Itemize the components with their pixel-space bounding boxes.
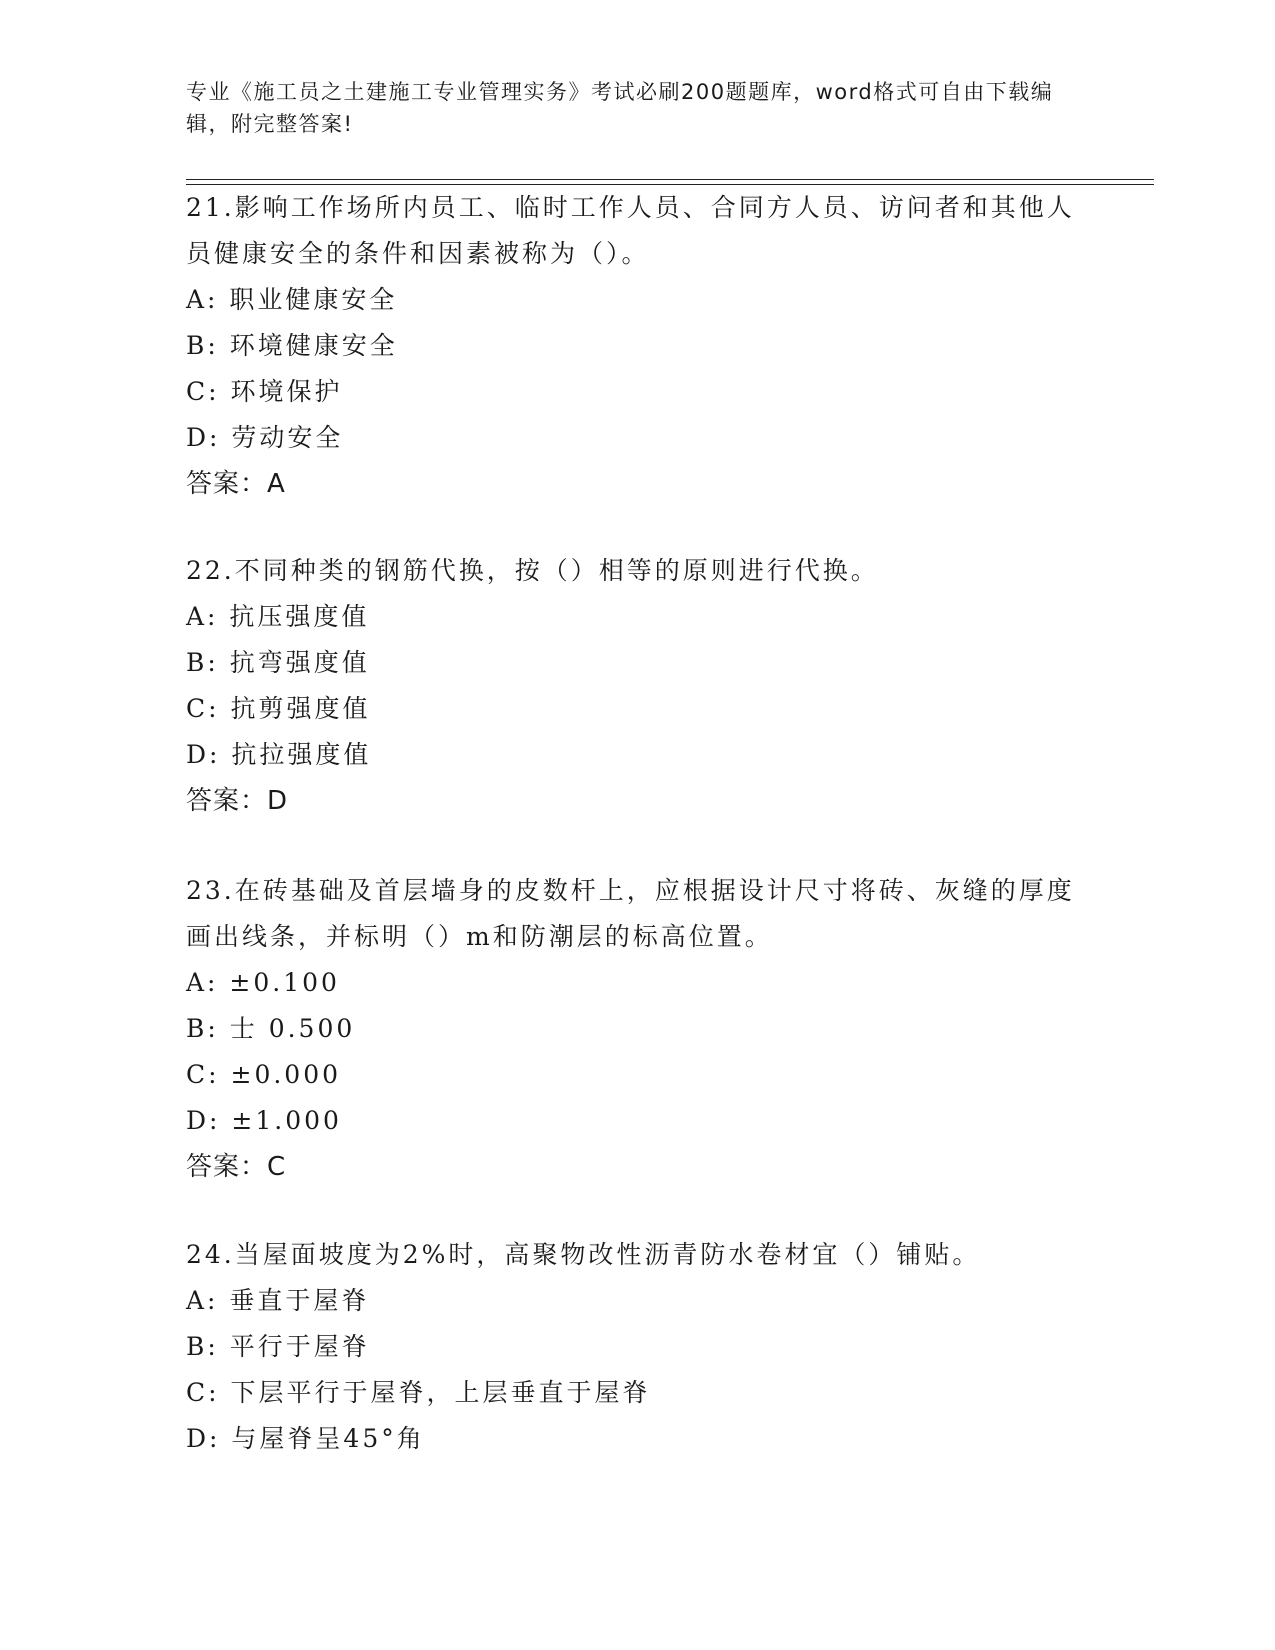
option-a: A: ±0.100 — [186, 968, 340, 997]
question-21 — [186, 185, 1086, 507]
header-divider-top — [186, 179, 1154, 180]
option-d: D: 劳动安全 — [186, 423, 344, 452]
option-a: A: 抗压强度值 — [186, 602, 370, 631]
question-stem: 22.不同种类的钢筋代换，按（）相等的原则进行代换。 — [186, 556, 879, 585]
question-stem: 24.当屋面坡度为2%时，高聚物改性沥青防水卷材宜（）铺贴。 — [186, 1240, 981, 1269]
question-stem: 21.影响工作场所内员工、临时工作人员、合同方人员、访问者和其他人员健康安全的条件和因素被称为（）。 — [186, 193, 1075, 268]
option-b: B: 平行于屋脊 — [186, 1332, 370, 1361]
option-b: B: 环境健康安全 — [186, 331, 398, 360]
answer: 答案：D — [186, 786, 289, 816]
option-b: B: 士 0.500 — [186, 1014, 356, 1043]
option-d: D: ±1.000 — [186, 1106, 342, 1135]
question-24 — [186, 1232, 1086, 1462]
answer: 答案：A — [186, 469, 286, 499]
option-b: B: 抗弯强度值 — [186, 648, 370, 677]
option-a: A: 垂直于屋脊 — [186, 1286, 370, 1315]
document-header: 专业《施工员之土建施工专业管理实务》考试必刷200题题库，word格式可自由下载编辑，附完整答案! — [186, 80, 1054, 136]
option-a: A: 职业健康安全 — [186, 285, 398, 314]
option-c: C: 抗剪强度值 — [186, 694, 371, 723]
option-d: D: 抗拉强度值 — [186, 740, 372, 769]
question-22 — [186, 548, 1086, 824]
option-c: C: 下层平行于屋脊，上层垂直于屋脊 — [186, 1378, 651, 1407]
option-d: D: 与屋脊呈45°角 — [186, 1424, 425, 1453]
option-c: C: 环境保护 — [186, 377, 343, 406]
answer: 答案：C — [186, 1152, 287, 1182]
question-23 — [186, 868, 1086, 1190]
option-c: C: ±0.000 — [186, 1060, 342, 1089]
question-stem: 23.在砖基础及首层墙身的皮数杆上，应根据设计尺寸将砖、灰缝的厚度画出线条，并标明（）m和防潮层的标高位置。 — [186, 876, 1075, 951]
